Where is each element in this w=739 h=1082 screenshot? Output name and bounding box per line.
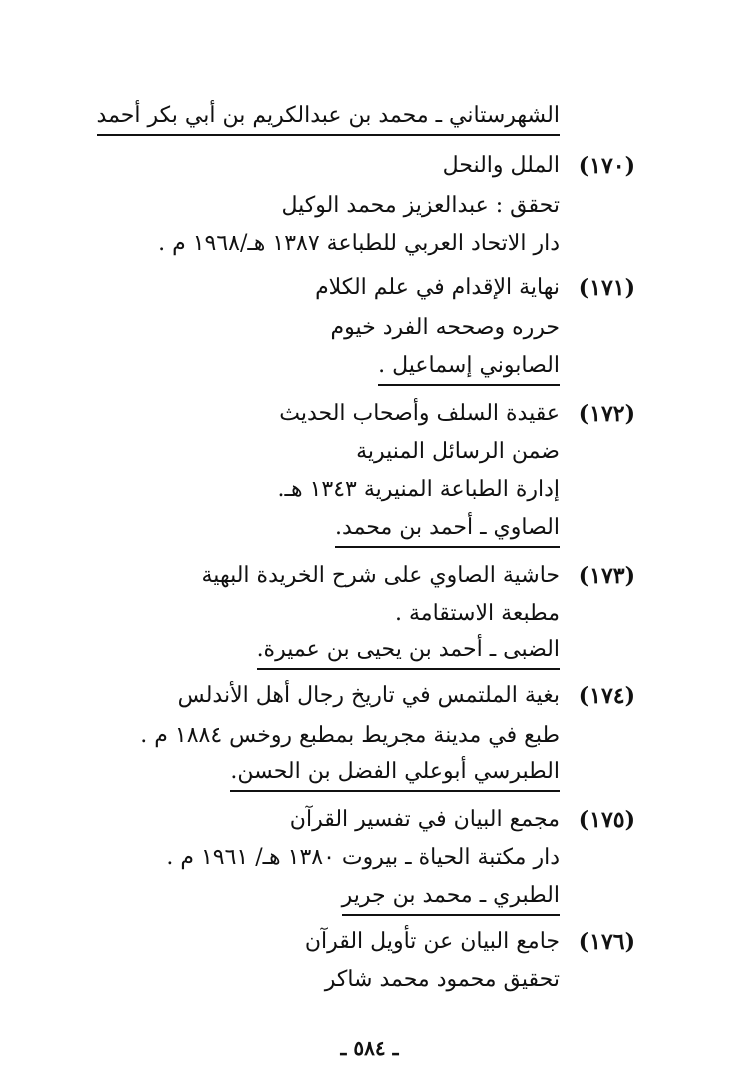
entry-number-170: (١٧٠)	[578, 153, 635, 179]
entry-number-175: (١٧٥)	[578, 807, 635, 833]
entry-publisher-170: دار الاتحاد العربي للطباعة ١٣٨٧ هـ/١٩٦٨ م .	[158, 231, 560, 256]
author-heading-sabouni: الصابوني إسماعيل .	[378, 350, 560, 382]
entry-title-174: بغية الملتمس في تاريخ رجال أهل الأندلس	[177, 683, 560, 708]
entry-title-171: نهاية الإقدام في علم الكلام	[315, 275, 560, 300]
entry-editor-171: حرره وصححه الفرد خيوم	[330, 315, 560, 340]
header-author: الشهرستاني ـ محمد بن عبدالكريم بن أبي بكر أحمد	[97, 100, 560, 132]
entry-series-172: ضمن الرسائل المنيرية	[356, 439, 560, 464]
author-heading-tabari: الطبري ـ محمد بن جرير	[342, 880, 560, 912]
author-heading-sawi: الصاوي ـ أحمد بن محمد.	[335, 512, 560, 544]
entry-number-174: (١٧٤)	[578, 683, 635, 709]
entry-title-176: جامع البيان عن تأويل القرآن	[304, 929, 560, 954]
entry-editor-170: تحقق : عبدالعزيز محمد الوكيل	[281, 193, 560, 218]
entry-number-171: (١٧١)	[578, 275, 635, 301]
entry-number-176: (١٧٦)	[578, 929, 635, 955]
author-heading-tabarsi: الطبرسي أبوعلي الفضل بن الحسن.	[230, 756, 560, 788]
entry-title-172: عقيدة السلف وأصحاب الحديث	[279, 401, 560, 426]
entry-editor-176: تحقيق محمود محمد شاكر	[324, 967, 560, 992]
entry-title-173: حاشية الصاوي على شرح الخريدة البهية	[201, 563, 560, 588]
entry-number-173: (١٧٣)	[578, 563, 635, 589]
entry-title-175: مجمع البيان في تفسير القرآن	[289, 807, 560, 832]
page-number: ـ ٥٨٤ ـ	[340, 1036, 399, 1060]
entry-publisher-173: مطبعة الاستقامة .	[395, 601, 560, 626]
entry-title-170: الملل والنحل	[442, 153, 560, 178]
entry-number-172: (١٧٢)	[578, 401, 635, 427]
entry-publisher-174: طبع في مدينة مجريط بمطبع روخس ١٨٨٤ م .	[140, 723, 560, 748]
entry-publisher-172: إدارة الطباعة المنيرية ١٣٤٣ هـ.	[277, 477, 560, 502]
author-heading-dabbi: الضبى ـ أحمد بن يحيى بن عميرة.	[257, 634, 560, 666]
entry-publisher-175: دار مكتبة الحياة ـ بيروت ١٣٨٠ هـ/ ١٩٦١ م .	[166, 845, 560, 870]
